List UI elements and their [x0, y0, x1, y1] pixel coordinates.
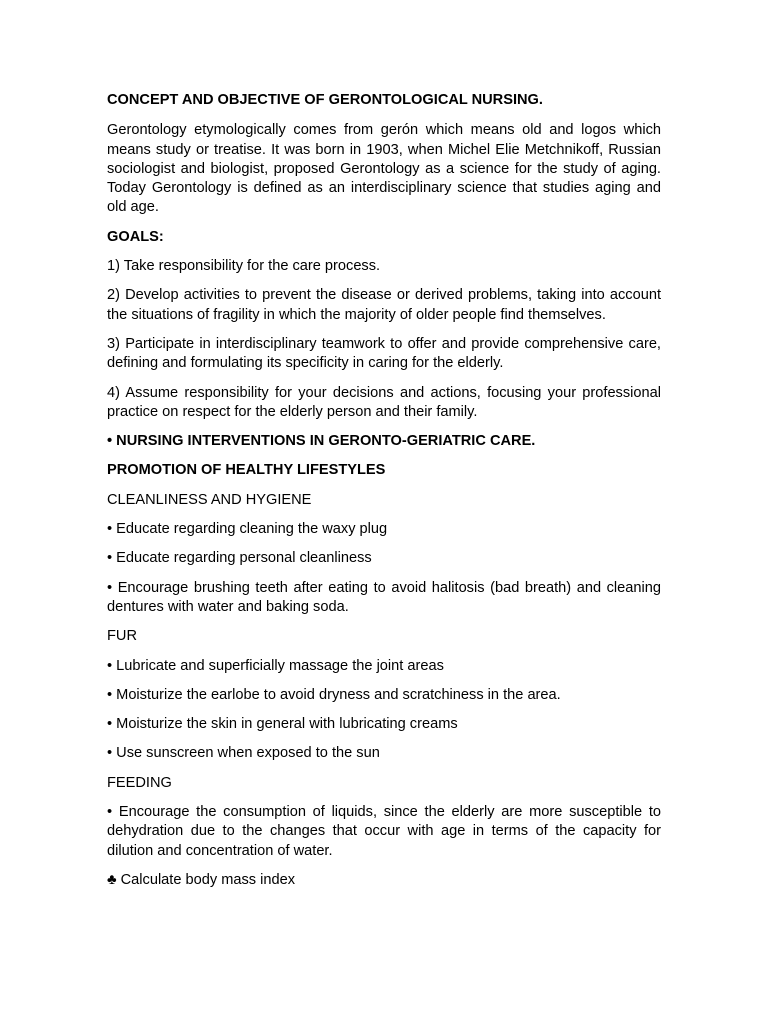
fur-heading: FUR: [107, 628, 137, 645]
fur-item: • Use sunscreen when exposed to the sun: [107, 745, 380, 762]
document-page: [107, 91, 661, 900]
cleanliness-item: • Encourage brushing teeth after eating to avoid halitosis (bad breath) and cleaning dentures with water and baking soda.: [107, 579, 661, 615]
goal-item: 2) Develop activities to prevent the disease or derived problems, taking into account the situations of fragility in which the majority of older people find themselves.: [107, 287, 661, 323]
goal-item: 3) Participate in interdisciplinary teamwork to offer and provide comprehensive care, defining and formulating its specificity in caring for the elderly.: [107, 335, 661, 372]
goal-item: 4) Assume responsibility for your decisions and actions, focusing your professional practice on respect for the elderly person and their family.: [107, 384, 661, 420]
goal-item: 1) Take responsibility for the care process.: [107, 258, 381, 275]
cleanliness-item: • Educate regarding personal cleanliness: [107, 550, 372, 567]
fur-item: • Moisturize the skin in general with lubricating creams: [107, 716, 458, 733]
feeding-item: ♣ Calculate body mass index: [107, 871, 296, 888]
goals-heading: GOALS:: [107, 228, 164, 245]
promotion-heading: PROMOTION OF HEALTHY LIFESTYLES: [107, 462, 386, 479]
interventions-heading: • NURSING INTERVENTIONS IN GERONTO-GERIATRIC CARE.: [107, 433, 536, 450]
feeding-heading: FEEDING: [107, 774, 172, 791]
intro-paragraph: Gerontology etymologically comes from gerón which means old and logos which means study or treatise. It was born in 1903, when Michel Elie Metchnikoff, Russian sociologist and biologist, proposed Gerontology as a science for the study of aging. Today Gerontology is defined as an interdisciplinary science that studies aging and old age.: [107, 122, 661, 216]
cleanliness-item: • Educate regarding cleaning the waxy plug: [107, 521, 388, 538]
fur-item: • Lubricate and superficially massage the joint areas: [107, 657, 444, 674]
fur-item: • Moisturize the earlobe to avoid dryness and scratchiness in the area.: [107, 686, 561, 703]
cleanliness-heading: CLEANLINESS AND HYGIENE: [107, 491, 312, 508]
document-title: CONCEPT AND OBJECTIVE OF GERONTOLOGICAL NURSING.: [107, 92, 543, 108]
feeding-item: • Encourage the consumption of liquids, since the elderly are more susceptible to dehydration due to the changes that occur with age in terms of the capacity for dilution and concentration of water.: [107, 804, 661, 859]
